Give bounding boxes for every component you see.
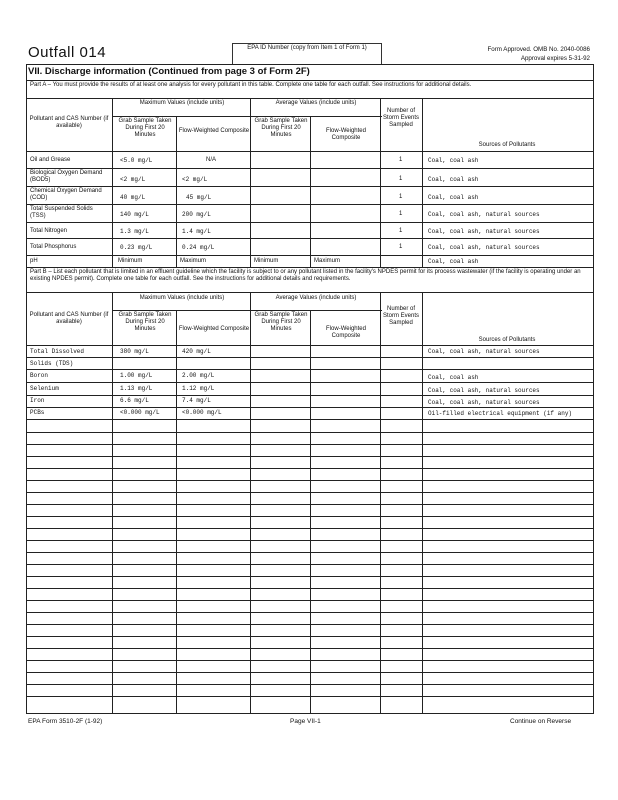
grab-value: 140 mg/L: [120, 211, 149, 218]
pollutant-name: Total Phosphorus: [30, 244, 77, 250]
part-a-header-storms: Number of Storm Events Sampled: [382, 108, 419, 128]
rule: [26, 516, 594, 517]
part-a-header-pollutant: Pollutant and CAS Number (if available): [29, 116, 109, 129]
rule: [380, 98, 381, 268]
epa-id-label: EPA ID Number (copy from Item 1 of Form 1): [247, 45, 367, 51]
part-b-header-storms: Number of Storm Events Sampled: [382, 306, 419, 326]
grab-value: <0.000 mg/L: [120, 409, 160, 416]
rule: [250, 98, 251, 268]
grab-value: <5.0 mg/L: [120, 157, 153, 164]
rule: [26, 684, 594, 685]
sources-text: Coal, coal ash, natural sources: [428, 399, 540, 406]
part-a-header-max: Maximum Values (include units): [139, 100, 225, 106]
frame-top: [26, 64, 594, 65]
frame-left: [26, 64, 27, 714]
pollutant-name: Boron: [30, 372, 49, 379]
rule: [26, 186, 594, 187]
rule: [26, 648, 594, 649]
sources-text: Coal, coal ash, natural sources: [428, 211, 540, 218]
rule: [380, 292, 381, 714]
rule: [26, 238, 594, 239]
rule: [422, 98, 423, 268]
sources-text: Coal, coal ash: [428, 258, 479, 265]
flow-value: 0.24 mg/L: [182, 244, 215, 251]
omb-approval: [430, 45, 590, 63]
rule: [26, 660, 594, 661]
grab-value: 1.3 mg/L: [120, 228, 149, 235]
ph-max-label: Maximum: [180, 258, 207, 264]
part-a-header-sources: Sources of Pollutants: [478, 142, 536, 148]
ph-min-label: Minimum: [118, 258, 143, 264]
rule: [26, 540, 594, 541]
rule: [26, 504, 594, 505]
footer-page: Page VII-1: [290, 718, 321, 725]
rule: [26, 222, 594, 223]
rule: [112, 292, 113, 714]
sources-text: Coal, coal ash: [428, 176, 479, 183]
grab-value: 6.6 mg/L: [120, 397, 149, 404]
rule: [26, 456, 594, 457]
pollutant-name: Oil and Grease: [30, 157, 71, 163]
sources-text: Coal, coal ash, natural sources: [428, 244, 540, 251]
rule: [26, 672, 594, 673]
rule: [112, 310, 382, 311]
rule: [112, 116, 382, 117]
part-a-header-flow-avg: Flow-Weighted Composite: [326, 128, 366, 141]
pollutant-name: Biological Oxygen Demand (BOD5): [30, 170, 103, 183]
flow-value: 2.00 mg/L: [182, 372, 215, 379]
pollutant-name: Chemical Oxygen Demand (COD): [30, 188, 102, 201]
part-a-header-flow: Flow-Weighted Composite: [178, 128, 250, 134]
rule: [26, 492, 594, 493]
grab-value: 380 mg/L: [120, 348, 149, 355]
epa-id-box: [232, 43, 382, 65]
sources-text: Coal, coal ash, natural sources: [428, 228, 540, 235]
rule: [26, 407, 594, 408]
part-b-header-max: Maximum Values (include units): [139, 295, 225, 301]
flow-value: 7.4 mg/L: [182, 397, 211, 404]
flow-value: <2 mg/L: [182, 176, 208, 183]
flow-value: 1.12 mg/L: [182, 385, 215, 392]
flow-value: 200 mg/L: [182, 211, 211, 218]
part-b-instructions: Part B – List each pollutant that is limited in an effluent guideline which the facility is subject to or any pollutant listed in the facility's NPDES permit for its process wastewater (if the facility is operating under an existing NPDES permit). Complete one table for each outfall. See the instructions for additional details and requirements.: [30, 269, 581, 282]
part-b-header-flow: Flow-Weighted Composite: [178, 326, 250, 332]
pollutant-name: pH: [30, 258, 38, 264]
rule: [26, 432, 594, 433]
rule: [26, 480, 594, 481]
rule: [250, 292, 251, 714]
omb-number: Form Approved. OMB No. 2040-0086: [487, 46, 590, 53]
rule: [26, 588, 594, 589]
sources-text: Coal, coal ash, natural sources: [428, 348, 540, 355]
sources-text: Coal, coal ash: [428, 157, 479, 164]
flow-value: 1.4 mg/L: [182, 228, 211, 235]
pollutant-name: Total Dissolved: [30, 348, 85, 355]
sources-text: Coal, coal ash, natural sources: [428, 387, 540, 394]
sources-text: Coal, coal ash: [428, 374, 479, 381]
rule: [26, 382, 594, 383]
flow-value: <0.000 mg/L: [182, 409, 222, 416]
frame-right: [593, 64, 594, 714]
grab-value: 0.23 mg/L: [120, 244, 153, 251]
rule: [26, 369, 594, 370]
rule: [422, 292, 423, 714]
rule: [26, 419, 594, 420]
grab-value: 1.00 mg/L: [120, 372, 153, 379]
rule: [26, 696, 594, 697]
rule: [26, 468, 594, 469]
part-b-header-grab: Grab Sample Taken During First 20 Minutes: [118, 312, 172, 332]
pollutant-name: Total Nitrogen: [30, 228, 68, 234]
part-a-header-grab-avg: Grab Sample Taken During First 20 Minutes: [254, 118, 308, 138]
rule: [310, 116, 311, 268]
ph-avg-min-label: Minimum: [254, 258, 279, 264]
part-b-header-sources: Sources of Pollutants: [478, 337, 536, 343]
footer-continue: Continue on Reverse: [510, 718, 572, 725]
part-b-header-avg: Average Values (include units): [275, 295, 357, 301]
storm-count: 1: [399, 176, 403, 182]
rule: [26, 564, 594, 565]
omb-expiry: Approval expires 5-31-92: [520, 55, 590, 62]
rule: [26, 168, 594, 169]
storm-count: 1: [399, 244, 403, 250]
storm-count: 1: [399, 157, 403, 163]
sources-text: Oil-filled electrical equipment (if any): [428, 410, 573, 417]
rule: [26, 624, 594, 625]
sources-text: Coal, coal ash: [428, 194, 479, 201]
storm-count: 1: [399, 194, 403, 200]
part-b-header-pollutant: Pollutant and CAS Number (if available): [29, 312, 109, 325]
pollutant-name: Iron: [30, 397, 45, 404]
part-a-instructions: Part A – You must provide the results of at least one analysis for every pollutant in this table. Complete one table for each outfall. See instructions for additional details.: [30, 82, 472, 88]
rule: [26, 255, 594, 256]
part-a-header-grab: Grab Sample Taken During First 20 Minutes: [118, 118, 172, 138]
grab-value: 1.13 mg/L: [120, 385, 153, 392]
storm-count: 1: [399, 228, 403, 234]
rule: [26, 528, 594, 529]
storm-count: 1: [399, 211, 403, 217]
part-b-header-flow-avg: Flow-Weighted Composite: [326, 326, 366, 339]
grab-value: 40 mg/L: [120, 194, 146, 201]
pollutant-name: Total Suspended Solids (TSS): [30, 206, 93, 219]
rule: [26, 395, 594, 396]
flow-value: N/A: [206, 157, 217, 163]
rule: [176, 310, 177, 714]
outfall-title: Outfall 014: [28, 44, 107, 61]
rule: [26, 612, 594, 613]
ph-avg-max-label: Maximum: [314, 258, 341, 264]
pollutant-name: PCBs: [30, 409, 45, 416]
rule: [176, 116, 177, 268]
rule: [26, 267, 594, 268]
part-b-header-grab-avg: Grab Sample Taken During First 20 Minutes: [254, 312, 308, 332]
pollutant-name: Selenium: [30, 385, 59, 392]
rule: [26, 636, 594, 637]
part-a-header-avg: Average Values (include units): [275, 100, 357, 106]
section-title: VII. Discharge information (Continued from page 3 of Form 2F): [28, 66, 310, 77]
rule: [26, 204, 594, 205]
rule: [26, 444, 594, 445]
flow-value: 45 mg/L: [186, 194, 212, 201]
rule: [26, 552, 594, 553]
rule: [310, 310, 311, 714]
pollutant-name: Solids (TDS): [30, 360, 74, 367]
rule: [26, 576, 594, 577]
rule: [26, 80, 594, 81]
flow-value: 420 mg/L: [182, 348, 211, 355]
rule: [112, 98, 113, 268]
grab-value: <2 mg/L: [120, 176, 146, 183]
rule: [26, 600, 594, 601]
rule: [26, 357, 594, 358]
footer-form-number: EPA Form 3510-2F (1-92): [28, 718, 103, 725]
